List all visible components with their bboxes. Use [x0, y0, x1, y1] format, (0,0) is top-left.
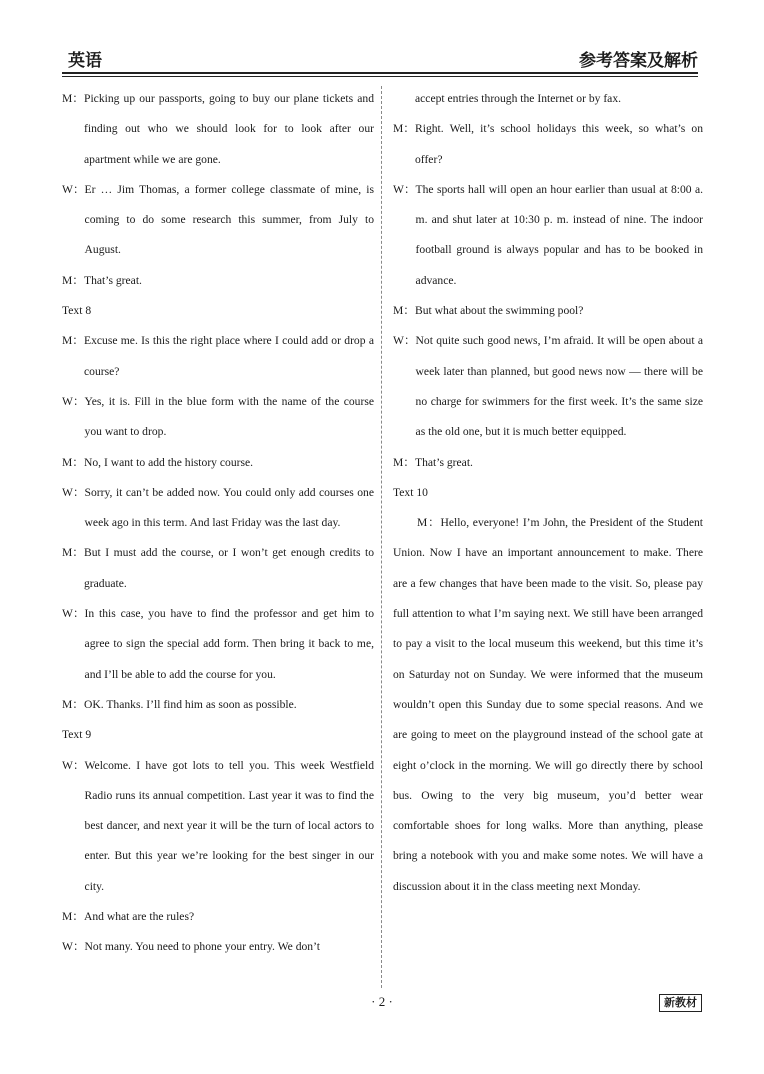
subject-title: 英语 [68, 51, 102, 70]
edition-badge: 新教材 [659, 994, 702, 1012]
dialogue-text: But what about the swimming pool? [415, 304, 584, 318]
dialogue-text: Yes, it is. Fill in the blue form with the name of the course you want to drop. [84, 394, 374, 439]
header-rule-thin [62, 76, 698, 77]
speaker-label: W： [393, 182, 416, 196]
text-heading: Text 9 [62, 728, 92, 742]
speaker-label: W： [62, 182, 85, 196]
speaker-label: W： [62, 607, 85, 621]
dialogue-line [62, 266, 374, 296]
dialogue-line [62, 932, 374, 962]
dialogue-line [393, 114, 703, 175]
dialogue-text: The sports hall will open an hour earlier than usual at 8:00 a. m. and shut later at 10:30 p. m. instead of nine. The indoor football ground is always popular and has to be booked in advance. [415, 182, 703, 287]
dialogue-text: Not many. You need to phone your entry. We don’t [84, 940, 320, 954]
dialogue-line [62, 538, 374, 599]
dialogue-line [62, 175, 374, 266]
section-title: 参考答案及解析 [579, 51, 698, 70]
dialogue-text: Welcome. I have got lots to tell you. This week Westfield Radio runs its annual competition. Last year it was to find the best dancer, and next year it will be the turn of local actors to enter. But this year we’re looking for the best singer in our city. [84, 758, 374, 893]
speaker-label: M： [62, 546, 84, 560]
right-column [393, 84, 703, 902]
speaker-label: M： [393, 122, 415, 136]
speaker-label: W： [62, 940, 85, 954]
dialogue-line [393, 326, 703, 447]
text-heading: Text 10 [393, 485, 428, 499]
dialogue-text: That’s great. [84, 273, 142, 287]
dialogue-line [62, 478, 374, 539]
dialogue-line [62, 326, 374, 387]
speaker-label: M： [62, 334, 84, 348]
dialogue-text: No, I want to add the history course. [84, 455, 254, 469]
dialogue-text: Picking up our passports, going to buy our plane tickets and finding out who we should look for to look after our apartment while we are gone. [84, 92, 374, 166]
dialogue-text: Sorry, it can’t be added now. You could only add courses one week ago in this term. And last Friday was the last day. [84, 485, 374, 530]
text-heading: Text 8 [62, 304, 92, 318]
speaker-label: W： [62, 758, 85, 772]
dialogue-line [62, 448, 374, 478]
dialogue-text: That’s great. [415, 455, 473, 469]
speaker-label: M： [62, 697, 84, 711]
dialogue-line [62, 387, 374, 448]
header-rule-thick [62, 72, 698, 74]
speaker-label: W： [62, 485, 85, 499]
dialogue-line [62, 751, 374, 902]
dialogue-text: OK. Thanks. I’ll find him as soon as possible. [84, 697, 297, 711]
dialogue-line [62, 599, 374, 690]
dialogue-text: And what are the rules? [84, 910, 195, 924]
monologue-paragraph: M：Hello, everyone! I’m John, the President of the Student Union. Now I have an important announcement to make. There are a few changes that have been made to the visit. So, please pay full attention to what I’m saying next. We still have been arranged to pay a visit to the local museum this weekend, but this time it’s on Saturday not on Sunday. We were informed that the museum wouldn’t open this Sunday due to some special reasons. And we are going to meet on the playground instead of the school gate at eight o’clock in the morning. We will go directly there by school bus. Owing to the very big museum, you’d better wear comfortable shoes for long walks. More than anything, please bring a notebook with you and make some notes. We will have a discussion about it in the class meeting next Monday. [393, 516, 703, 893]
dialogue-line [62, 84, 374, 175]
speaker-label: M： [62, 910, 84, 924]
dialogue-text: Er … Jim Thomas, a former college classmate of mine, is coming to do some research this summer, from July to August. [84, 182, 374, 257]
speaker-label: M： [62, 92, 84, 105]
dialogue-text: Not quite such good news, I’m afraid. It will be open about a week later than planned, but good news now — there will be no charge for swimmers for the first week. It’s the same size as the old one, but it is much better equipped. [415, 334, 703, 439]
dialogue-line [393, 296, 703, 326]
left-column [62, 84, 374, 963]
dialogue-line [393, 448, 703, 478]
dialogue-continuation [393, 84, 703, 114]
dialogue-text: Excuse me. Is this the right place where I could add or drop a course? [84, 334, 374, 378]
dialogue-text: Right. Well, it’s school holidays this week, so what’s on offer? [415, 122, 703, 166]
dialogue-line [62, 902, 374, 932]
speaker-label: M： [62, 455, 84, 469]
page-header [62, 46, 698, 74]
dialogue-text: In this case, you have to find the professor and get him to agree to sign the special add form. Then bring it back to me, and I’ll be able to add the course for you. [84, 607, 374, 681]
speaker-label: W： [62, 394, 85, 408]
speaker-label: W： [393, 334, 416, 348]
dialogue-line [62, 690, 374, 720]
dialogue-text: accept entries through the Internet or by fax. [415, 92, 622, 105]
dialogue-text: But I must add the course, or I won’t get enough credits to graduate. [84, 546, 374, 590]
dialogue-line [393, 175, 703, 296]
page-number: · 2 · [371, 994, 393, 1009]
speaker-label: M： [393, 455, 415, 469]
column-divider [381, 86, 382, 988]
speaker-label: M： [393, 304, 415, 318]
speaker-label: M： [62, 273, 84, 287]
